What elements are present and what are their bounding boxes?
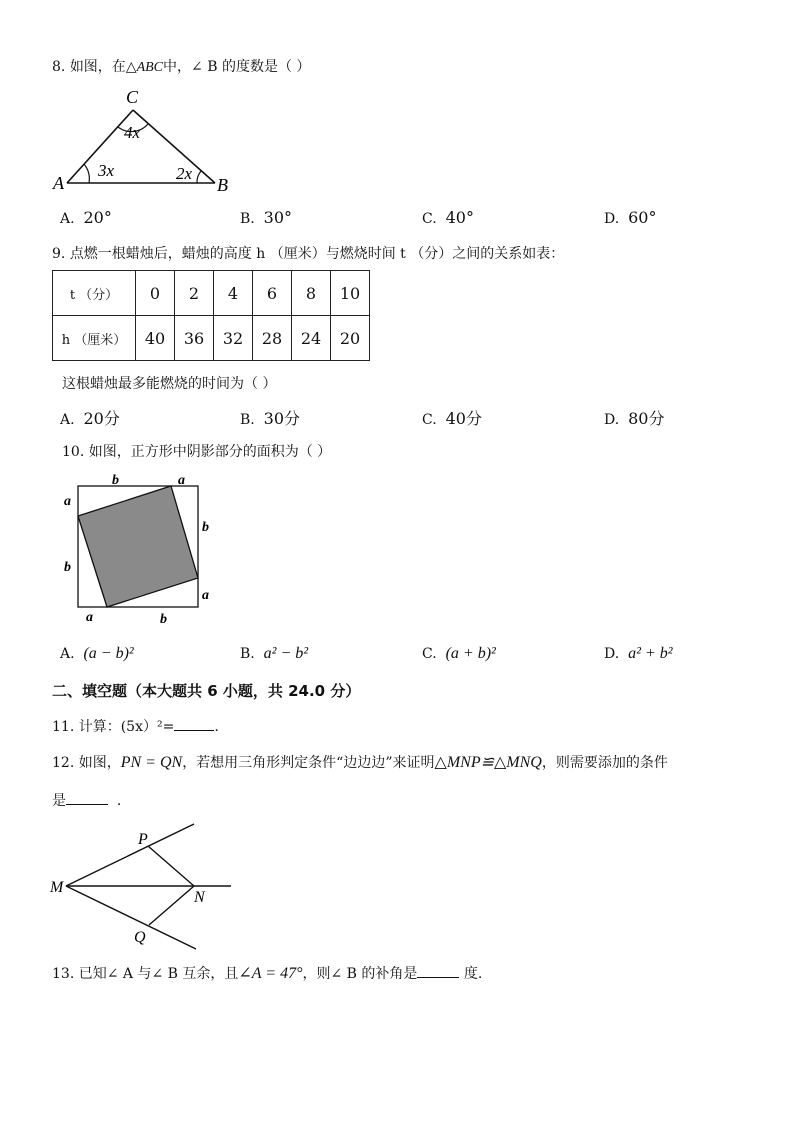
- q12-line2-text: 是: [52, 793, 66, 809]
- q12-label-q: Q: [134, 929, 146, 946]
- q12-segment-qn: [149, 886, 194, 925]
- q12-end: .: [116, 793, 122, 809]
- q8-triangle-figure: [50, 86, 240, 196]
- option-value: a² + b²: [628, 645, 673, 662]
- q8-text-mid: 中，: [163, 59, 192, 75]
- q9-option-d[interactable]: [604, 406, 664, 429]
- q8-side-cb: [133, 110, 215, 183]
- q9-text: 点燃一根蜡烛后，蜡烛的高度 h （厘米）与燃烧时间 t （分）之间的关系如表：: [69, 246, 565, 262]
- q9-option-c[interactable]: [422, 406, 482, 429]
- q11-end: .: [214, 719, 219, 735]
- q9-follow-text: 这根蜡烛最多能燃烧的时间为（ ）: [62, 376, 277, 392]
- option-letter: B.: [240, 211, 255, 227]
- q8-option-d[interactable]: [604, 208, 656, 227]
- table-cell: 20: [331, 316, 370, 361]
- q10-label-right-a: a: [202, 588, 209, 603]
- q12-label-n: N: [194, 889, 205, 906]
- q11-number: 11.: [52, 719, 75, 735]
- option-value: 20分: [83, 409, 120, 428]
- table-cell: 0: [136, 271, 175, 316]
- q8-option-a[interactable]: [60, 208, 112, 227]
- q8-angle-a-label: 3x: [98, 161, 115, 180]
- table-header-h: h （厘米）: [53, 316, 136, 361]
- table-header-t: t （分）: [53, 271, 136, 316]
- table-row: [53, 316, 370, 361]
- q12-line2: [52, 790, 121, 810]
- q12-ray-mq: [66, 886, 196, 949]
- option-letter: B.: [240, 646, 255, 662]
- table-cell: 24: [292, 316, 331, 361]
- q11-text: 计算：(5x）²=: [78, 719, 175, 735]
- q13-text-pre: 已知∠ A 与∠ B 互余，且: [78, 966, 239, 982]
- q12-condition: PN = QN: [120, 754, 183, 771]
- q8-label-c: C: [126, 87, 139, 107]
- table-cell: 28: [253, 316, 292, 361]
- q12-answer-blank[interactable]: [66, 792, 108, 805]
- q10-label-left-a: a: [64, 494, 71, 509]
- option-letter: A.: [60, 211, 75, 227]
- q8-label-b: B: [217, 175, 228, 195]
- q8-label-a: A: [53, 173, 64, 193]
- q13-end: 度.: [463, 966, 483, 982]
- q10-label-top-b: b: [112, 473, 119, 488]
- q8-triangle: △ABC: [125, 60, 164, 75]
- q12-ray-mp: [66, 824, 194, 886]
- q10-stem: [62, 441, 331, 461]
- q8-arc-a: [84, 164, 89, 183]
- option-letter: C.: [422, 211, 437, 227]
- section-2-title: 二、填空题（本大题共 6 小题，共 24.0 分）: [52, 682, 361, 700]
- q9-number: 9.: [52, 246, 66, 262]
- q12-label-p: P: [138, 831, 148, 848]
- option-letter: A.: [60, 412, 75, 428]
- option-letter: D.: [604, 211, 620, 227]
- option-value: (a − b)²: [83, 645, 134, 662]
- q10-option-a[interactable]: [60, 645, 134, 663]
- q12-label-m: M: [50, 879, 64, 896]
- q9-option-a[interactable]: [60, 406, 120, 429]
- q8-option-b[interactable]: [240, 208, 292, 227]
- table-cell: 36: [175, 316, 214, 361]
- q10-option-c[interactable]: [422, 645, 496, 663]
- option-letter: C.: [422, 412, 437, 428]
- q10-number: 10.: [62, 444, 85, 460]
- q10-label-bottom-b: b: [160, 612, 167, 627]
- q13-answer-blank[interactable]: [417, 965, 459, 978]
- option-letter: B.: [240, 412, 255, 428]
- q8-text-post: 的度数是（ ）: [221, 59, 311, 75]
- q10-text: 如图，正方形中阴影部分的面积为（ ）: [88, 444, 332, 460]
- q10-label-left-b: b: [64, 560, 71, 575]
- option-value: 80分: [628, 409, 665, 428]
- option-letter: A.: [60, 646, 75, 662]
- table-cell: 2: [175, 271, 214, 316]
- q8-angle-b-label: 2x: [176, 164, 193, 183]
- q12-text-post: ，则需要添加的条件: [541, 755, 668, 771]
- option-value: a² − b²: [263, 645, 309, 662]
- option-value: 40分: [445, 409, 482, 428]
- q12-segment-pn: [148, 846, 194, 886]
- option-value: (a + b)²: [445, 645, 496, 662]
- q13-stem: [52, 963, 482, 983]
- q10-option-b[interactable]: [240, 645, 308, 663]
- q8-angle-c-label: 4x: [124, 123, 141, 142]
- q10-label-bottom-a: a: [86, 610, 93, 625]
- q10-label-top-a: a: [178, 473, 185, 488]
- table-row: [53, 271, 370, 316]
- table-cell: 4: [214, 271, 253, 316]
- q8-number: 8.: [52, 59, 66, 75]
- table-cell: 32: [214, 316, 253, 361]
- option-value: 30°: [263, 208, 293, 227]
- table-cell: 40: [136, 316, 175, 361]
- option-value: 30分: [263, 409, 301, 428]
- q12-stem: [52, 752, 668, 772]
- q13-condition: ∠A = 47°: [238, 965, 303, 982]
- q10-label-right-b: b: [202, 520, 209, 535]
- q9-table: [52, 270, 370, 361]
- option-value: 20°: [83, 208, 112, 227]
- q8-angle: ∠ B: [191, 59, 218, 75]
- q12-text-mid: ，若想用三角形判定条件“边边边”来证明: [182, 755, 435, 771]
- option-letter: D.: [604, 646, 620, 662]
- q8-stem: [52, 56, 310, 76]
- q10-option-d[interactable]: [604, 645, 672, 663]
- q11-answer-blank[interactable]: [174, 718, 214, 731]
- q10-square-figure: [56, 468, 226, 630]
- q12-congruence: △MNP≌△MNQ: [434, 754, 542, 771]
- option-letter: D.: [604, 412, 620, 428]
- q13-number: 13.: [52, 966, 75, 982]
- q9-stem: [52, 243, 564, 263]
- option-value: 40°: [445, 208, 474, 227]
- table-cell: 10: [331, 271, 370, 316]
- q8-arc-b: [197, 171, 201, 183]
- q12-text-pre: 如图，: [78, 755, 121, 771]
- q12-figure: [46, 822, 246, 954]
- q13-text-mid: ，则∠ B 的补角是: [302, 966, 418, 982]
- option-value: 60°: [628, 208, 657, 227]
- table-cell: 8: [292, 271, 331, 316]
- table-cell: 6: [253, 271, 292, 316]
- q12-number: 12.: [52, 755, 75, 771]
- option-letter: C.: [422, 646, 437, 662]
- q8-option-c[interactable]: [422, 208, 474, 227]
- q8-text-pre: 如图，在: [69, 59, 126, 75]
- q9-option-b[interactable]: [240, 406, 300, 429]
- q10-shaded-square: [78, 486, 198, 607]
- q11-stem: [52, 716, 219, 736]
